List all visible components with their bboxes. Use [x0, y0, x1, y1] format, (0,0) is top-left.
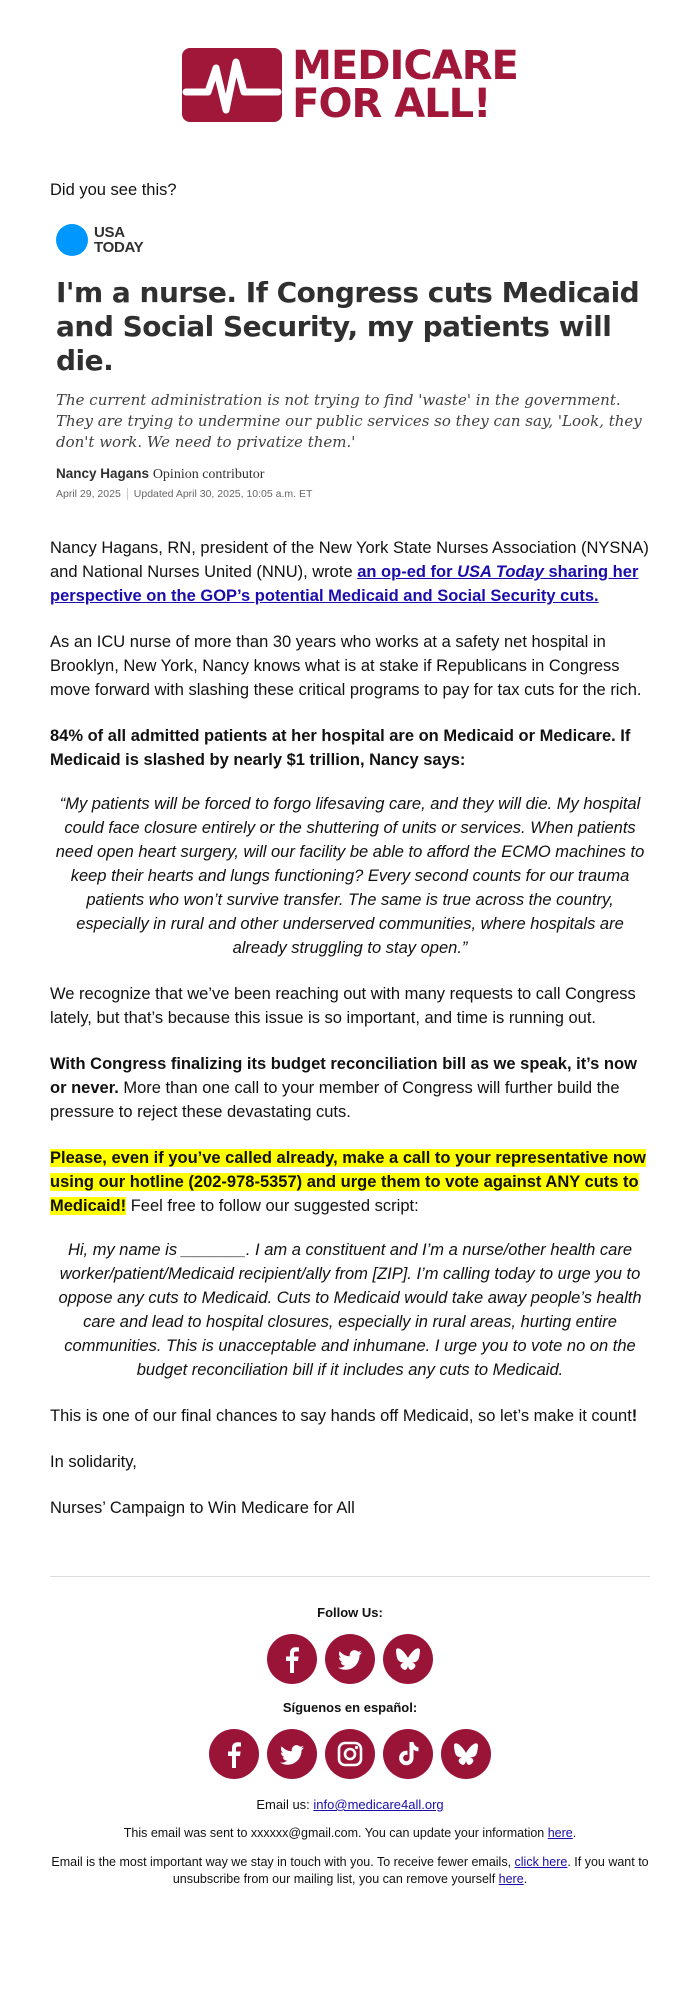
usa-today-dot-icon [56, 224, 88, 256]
author-name: Nancy Hagans [56, 466, 150, 481]
follow-us-title: Follow Us: [317, 1605, 383, 1620]
publisher-line1: USA [94, 224, 125, 241]
paragraph-stats: 84% of all admitted patients at her hospital are on Medicaid or Medicare. If Medicaid is slashed by nearly $1 trillion, Nancy says: [50, 727, 631, 769]
usa-today-logo [56, 224, 650, 256]
preferences-line [50, 1854, 650, 1888]
sent-to-line [0, 1826, 700, 1840]
usa-today-wordmark [94, 225, 143, 255]
paragraph-call-to-action [50, 1146, 650, 1218]
email-body [0, 178, 700, 1520]
oped-link-publication: USA Today [457, 563, 544, 581]
oped-link-part1: an op-ed for [357, 563, 458, 581]
logo-line2: FOR ALL! [292, 81, 491, 127]
facebook-button[interactable] [267, 1634, 317, 1684]
nancy-quote: “My patients will be forced to forgo lifesaving care, and they will die. My hospital could face closure entirely or the shuttering of units or services. When patients need open heart surgery, will our facility be able to afford the ECMO machines to keep their hearts and lungs functioning? Every second counts for our trauma patients who won’t survive transfer. The same is true across the country, especially in rural and other underserved communities, where hospitals are already struggling to stay open.” [55, 795, 645, 957]
update-info-link[interactable]: here [547, 1826, 573, 1840]
instagram-es-button[interactable] [325, 1729, 375, 1779]
article-preview-card[interactable] [50, 224, 650, 500]
script-intro: Feel free to follow our suggested script: [126, 1197, 419, 1215]
butterfly-icon [393, 1644, 423, 1674]
paragraph-icu: As an ICU nurse of more than 30 years who works at a safety net hospital in Brooklyn, New York, Nancy knows what is at stake if Republicans in Congress move forward with slashing these critical programs to pay for tax cuts for the rich. [50, 633, 642, 699]
email-us-label: Email us: [256, 1797, 314, 1812]
logo-line1: MEDICARE [292, 43, 518, 89]
twitter-icon [277, 1739, 307, 1769]
twitter-es-button[interactable] [267, 1729, 317, 1779]
call-script: Hi, my name is _______. I am a constituent and I’m a nurse/other health care worker/patient/Medicaid recipient/ally from [ZIP]. I’m calling today to urge you to oppose any cuts to Medicaid. Cuts to Medicaid would take away people’s health care and lead to hospital closures, especially in rural areas, hurting entire communities. This is unacceptable and inhumane. I urge you to vote no on the budget reconciliation bill if it includes any cuts to Medicaid. [58, 1241, 642, 1379]
final-chance-text: This is one of our final chances to say hands off Medicaid, so let’s make it count [50, 1407, 632, 1425]
bluesky-button[interactable] [383, 1634, 433, 1684]
author-role: Opinion contributor [152, 467, 265, 482]
publisher-line2: TODAY [94, 239, 144, 256]
social-row-spanish [0, 1729, 700, 1779]
article-subhead: The current administration is not trying to find 'waste' in the government. They are trying to undermine our public services so they can say, 'Look, they don't work. We need to privatize them.' [56, 391, 642, 451]
article-headline: I'm a nurse. If Congress cuts Medicaid and Social Security, my patients will die. [56, 276, 640, 377]
sent-to-end: . [572, 1826, 577, 1840]
oped-link-part2: sharing her perspective on the GOP’s potential Medicaid and Social Security cuts. [50, 563, 639, 605]
facebook-icon [277, 1644, 307, 1674]
now-or-never-rest: More than one call to your member of Congress will further build the pressure to reject these devastating cuts. [50, 1079, 620, 1121]
medicare-for-all-logo[interactable] [182, 43, 518, 127]
paragraph-reaching-out: We recognize that we’ve been reaching out with many requests to call Congress lately, but that’s because this issue is so important, and time is running out. [50, 985, 636, 1027]
intro-text: Did you see this? [50, 181, 177, 199]
publish-date: April 29, 2025 [56, 488, 121, 500]
unsubscribe-text: . If you want to unsubscribe from our mailing list, you can remove yourself [172, 1855, 649, 1886]
oped-text: Nancy Hagans, RN, president of the New York State Nurses Association (NYSNA) and National Nurses United (NNU), wrote [50, 539, 649, 581]
article-byline [56, 466, 650, 483]
butterfly-icon [451, 1739, 481, 1769]
logo-wordmark [292, 43, 518, 127]
footer [0, 1605, 700, 1888]
instagram-icon [335, 1739, 365, 1769]
twitter-icon [335, 1644, 365, 1674]
hotline-highlight: Please, even if you’ve called already, make a call to your representative now using our hotline (202-978-5357) and urge them to vote against ANY cuts to Medicaid! [50, 1149, 646, 1215]
follow-spanish-title: Síguenos en español: [282, 1700, 418, 1715]
article-dates [56, 488, 650, 500]
tiktok-es-button[interactable] [383, 1729, 433, 1779]
closing: In solidarity, [50, 1453, 137, 1471]
final-chance-bang: ! [631, 1407, 638, 1425]
date-separator [127, 488, 128, 500]
facebook-es-button[interactable] [209, 1729, 259, 1779]
contact-email-link[interactable]: info@medicare4all.org [313, 1797, 444, 1812]
now-or-never-bold: With Congress finalizing its budget reconciliation bill as we speak, it’s now or never. [50, 1055, 637, 1097]
paragraph-now-or-never [50, 1052, 650, 1124]
signature: Nurses’ Campaign to Win Medicare for All [50, 1499, 355, 1517]
footer-divider [50, 1576, 650, 1577]
paragraph-oped [50, 536, 650, 608]
paragraph-final-chance [50, 1404, 650, 1428]
ekg-heart-logo-icon [182, 48, 282, 122]
updated-date: Updated April 30, 2025, 10:05 a.m. ET [133, 488, 313, 500]
facebook-icon [219, 1739, 249, 1769]
unsubscribe-link[interactable]: here [498, 1872, 524, 1886]
fewer-emails-link[interactable]: click here [514, 1855, 568, 1869]
fewer-emails-text: Email is the most important way we stay in touch with you. To receive fewer emails, [51, 1855, 515, 1869]
unsubscribe-end: . [523, 1872, 528, 1886]
tiktok-icon [393, 1739, 423, 1769]
email-us-line [0, 1797, 700, 1812]
bluesky-es-button[interactable] [441, 1729, 491, 1779]
social-row-english [0, 1634, 700, 1684]
header [0, 0, 700, 170]
sent-to-text: This email was sent to xxxxxx@gmail.com. You can update your information [123, 1826, 548, 1840]
twitter-button[interactable] [325, 1634, 375, 1684]
